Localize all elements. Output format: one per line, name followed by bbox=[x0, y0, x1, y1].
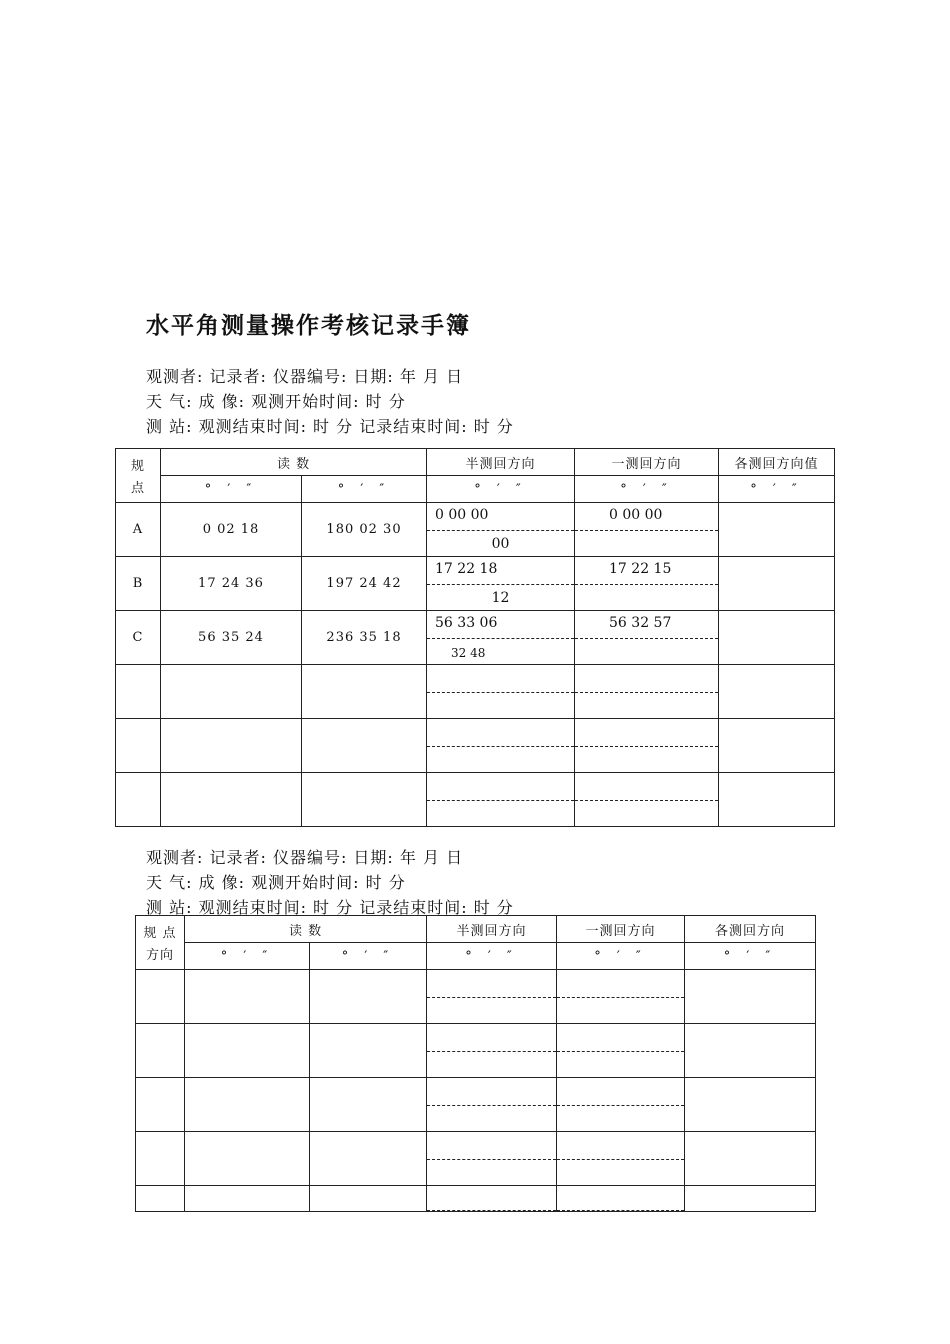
dashed-divider bbox=[575, 800, 718, 801]
dashed-divider bbox=[427, 584, 574, 585]
info-line-weather: 天 气: 成 像: 观测开始时间: 时 分 bbox=[146, 392, 406, 411]
dashed-divider bbox=[575, 530, 718, 531]
reading-left bbox=[185, 1024, 310, 1078]
info-line-observer: 观测者: 记录者: 仪器编号: 日期: 年 月 日 bbox=[146, 367, 464, 386]
reading-left bbox=[185, 970, 310, 1024]
half-round-cell bbox=[427, 557, 575, 611]
dashed-divider bbox=[427, 1159, 556, 1160]
reading-left: 17 24 36 bbox=[161, 557, 302, 611]
half-round-cell bbox=[427, 1186, 557, 1212]
each-round-cell bbox=[719, 665, 835, 719]
header-point: 规 点 bbox=[116, 449, 161, 503]
each-round-cell bbox=[685, 1024, 816, 1078]
one-round-value: 0 00 00 bbox=[609, 507, 663, 523]
info-line-station: 测 站: 观测结束时间: 时 分 记录结束时间: 时 分 bbox=[146, 898, 514, 917]
each-round-cell bbox=[719, 611, 835, 665]
reading-left bbox=[161, 665, 302, 719]
unit-label: ° ′ ″ bbox=[719, 476, 835, 503]
half-round-cell bbox=[427, 665, 575, 719]
info-line-station: 测 站: 观测结束时间: 时 分 记录结束时间: 时 分 bbox=[146, 417, 514, 436]
half-round-value: 0 00 00 bbox=[435, 507, 489, 523]
header-reading: 读 数 bbox=[161, 449, 427, 476]
one-round-value: 17 22 15 bbox=[609, 561, 672, 577]
dashed-divider bbox=[575, 692, 718, 693]
each-round-cell bbox=[719, 557, 835, 611]
reading-right bbox=[302, 665, 427, 719]
dashed-divider bbox=[427, 1210, 556, 1211]
point-label: A bbox=[116, 503, 161, 557]
one-round-cell bbox=[557, 970, 685, 1024]
half-round-cell bbox=[427, 503, 575, 557]
half-round-cell bbox=[427, 773, 575, 827]
table-row bbox=[136, 1132, 816, 1186]
one-round-cell bbox=[575, 665, 719, 719]
unit-label: ° ′ ″ bbox=[575, 476, 719, 503]
dashed-divider bbox=[575, 638, 718, 639]
one-round-cell bbox=[557, 1024, 685, 1078]
half-round-cell bbox=[427, 1078, 557, 1132]
record-table-1 bbox=[115, 448, 835, 827]
dashed-divider bbox=[427, 1105, 556, 1106]
one-round-cell bbox=[575, 557, 719, 611]
one-round-cell bbox=[557, 1078, 685, 1132]
header-one-round: 一测回方向 bbox=[557, 916, 685, 943]
one-round-cell bbox=[575, 611, 719, 665]
dashed-divider bbox=[575, 584, 718, 585]
unit-label: ° ′ ″ bbox=[185, 943, 310, 970]
dashed-divider bbox=[557, 1105, 684, 1106]
reading-right bbox=[310, 970, 427, 1024]
table-row bbox=[116, 557, 835, 611]
reading-right bbox=[310, 1024, 427, 1078]
reading-left bbox=[161, 719, 302, 773]
reading-right bbox=[310, 1078, 427, 1132]
header-half-round: 半测回方向 bbox=[427, 449, 575, 476]
reading-left bbox=[185, 1186, 310, 1212]
unit-label: ° ′ ″ bbox=[310, 943, 427, 970]
reading-right: 180 02 30 bbox=[302, 503, 427, 557]
table-row bbox=[116, 503, 835, 557]
table-row bbox=[136, 970, 816, 1024]
one-round-cell bbox=[557, 1186, 685, 1212]
header-each-round: 各测回方向 bbox=[685, 916, 816, 943]
half-round-cell bbox=[427, 611, 575, 665]
dashed-divider bbox=[427, 997, 556, 998]
table-row bbox=[116, 719, 835, 773]
each-round-cell bbox=[719, 773, 835, 827]
half-round-cell bbox=[427, 719, 575, 773]
table-row bbox=[116, 665, 835, 719]
reading-right: 236 35 18 bbox=[302, 611, 427, 665]
header-one-round: 一测回方向 bbox=[575, 449, 719, 476]
one-round-cell bbox=[575, 503, 719, 557]
reading-left: 0 02 18 bbox=[161, 503, 302, 557]
dashed-divider bbox=[427, 746, 574, 747]
dashed-divider bbox=[427, 692, 574, 693]
reading-right: 197 24 42 bbox=[302, 557, 427, 611]
each-round-cell bbox=[685, 970, 816, 1024]
point-label bbox=[116, 719, 161, 773]
half-round-second: 12 bbox=[491, 590, 510, 606]
dashed-divider bbox=[427, 1051, 556, 1052]
dashed-divider bbox=[557, 1210, 684, 1211]
dashed-divider bbox=[427, 800, 574, 801]
dashed-divider bbox=[427, 530, 574, 531]
info-line-weather: 天 气: 成 像: 观测开始时间: 时 分 bbox=[146, 873, 406, 892]
dashed-divider bbox=[427, 638, 574, 639]
half-round-second: 32 48 bbox=[451, 646, 486, 660]
each-round-cell bbox=[685, 1186, 816, 1212]
point-label: C bbox=[116, 611, 161, 665]
each-round-cell bbox=[719, 503, 835, 557]
reading-right bbox=[310, 1186, 427, 1212]
dashed-divider bbox=[557, 1159, 684, 1160]
reading-right bbox=[310, 1132, 427, 1186]
reading-left bbox=[185, 1078, 310, 1132]
table-row bbox=[116, 773, 835, 827]
reading-left: 56 35 24 bbox=[161, 611, 302, 665]
half-round-second: 00 bbox=[491, 536, 510, 552]
table-row bbox=[136, 1024, 816, 1078]
each-round-cell bbox=[719, 719, 835, 773]
one-round-cell bbox=[575, 719, 719, 773]
reading-left bbox=[185, 1132, 310, 1186]
header-each-round: 各测回方向值 bbox=[719, 449, 835, 476]
dashed-divider bbox=[557, 1051, 684, 1052]
record-table-2 bbox=[135, 915, 816, 1212]
table-row bbox=[116, 611, 835, 665]
reading-right bbox=[302, 773, 427, 827]
point-label bbox=[116, 773, 161, 827]
point-label bbox=[136, 1078, 185, 1132]
info-line-observer: 观测者: 记录者: 仪器编号: 日期: 年 月 日 bbox=[146, 848, 464, 867]
each-round-cell bbox=[685, 1078, 816, 1132]
unit-label: ° ′ ″ bbox=[427, 476, 575, 503]
reading-right bbox=[302, 719, 427, 773]
half-round-cell bbox=[427, 970, 557, 1024]
each-round-cell bbox=[685, 1132, 816, 1186]
table-row bbox=[136, 1186, 816, 1212]
header-point-direction: 规 点 方向 bbox=[136, 916, 185, 970]
one-round-cell bbox=[575, 773, 719, 827]
point-label bbox=[116, 665, 161, 719]
header-reading: 读 数 bbox=[185, 916, 427, 943]
point-label bbox=[136, 970, 185, 1024]
one-round-cell bbox=[557, 1132, 685, 1186]
unit-label: ° ′ ″ bbox=[302, 476, 427, 503]
half-round-value: 56 33 06 bbox=[435, 615, 498, 631]
unit-label: ° ′ ″ bbox=[685, 943, 816, 970]
point-label: B bbox=[116, 557, 161, 611]
point-label bbox=[136, 1132, 185, 1186]
half-round-cell bbox=[427, 1024, 557, 1078]
half-round-value: 17 22 18 bbox=[435, 561, 498, 577]
half-round-cell bbox=[427, 1132, 557, 1186]
dashed-divider bbox=[575, 746, 718, 747]
one-round-value: 56 32 57 bbox=[609, 615, 672, 631]
reading-left bbox=[161, 773, 302, 827]
page-title: 水平角测量操作考核记录手簿 bbox=[146, 312, 471, 339]
unit-label: ° ′ ″ bbox=[161, 476, 302, 503]
point-label bbox=[136, 1024, 185, 1078]
unit-label: ° ′ ″ bbox=[427, 943, 557, 970]
point-label bbox=[136, 1186, 185, 1212]
unit-label: ° ′ ″ bbox=[557, 943, 685, 970]
table-row bbox=[136, 1078, 816, 1132]
dashed-divider bbox=[557, 997, 684, 998]
header-half-round: 半测回方向 bbox=[427, 916, 557, 943]
